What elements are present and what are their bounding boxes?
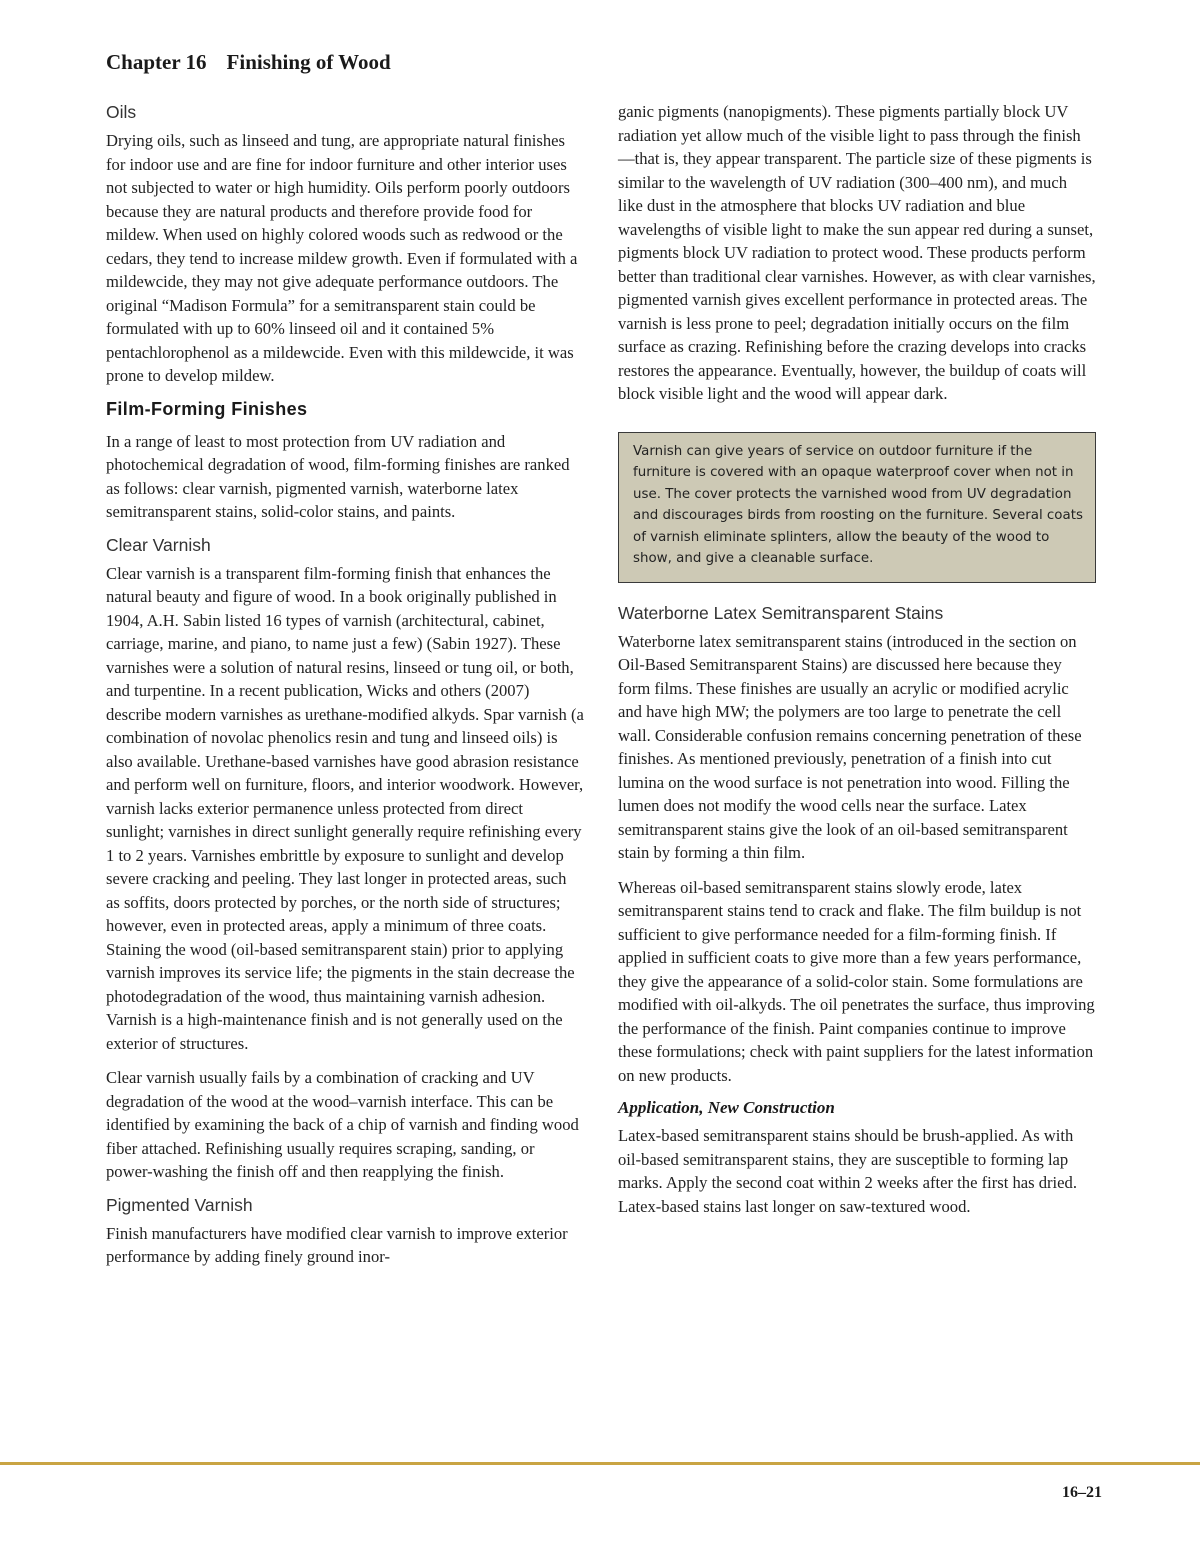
heading-waterborne-latex: Waterborne Latex Semitransparent Stains xyxy=(618,602,944,623)
heading-pigmented-varnish: Pigmented Varnish xyxy=(106,1194,253,1215)
paragraph-clear-varnish-1: Clear varnish is a transparent film-forming finish that enhances the natural beauty and figure of wood. In a book originally published in 1904, A.H. Sabin listed 16 types of varnish (architectural, cabinet, carriage, marine, and piano, to name just a few) (Sabin 1927). These varnishes were a solution of natural resins, linseed or tung oil, or both, and turpentine. In a recent publication, Wicks and others (2007) describe modern varnishes as urethane-modified alkyds. Spar varnish (a combination of novolac phenolics resin and tung and linseed oils) is also available. Urethane-based varnishes have good abrasion resistance and perform well on furniture, floors, and interior woodwork. However, varnish lacks exterior permanence unless protected from direct sunlight; varnishes in direct sunlight generally require refinishing every 1 to 2 years. Varnishes embrittle by exposure to sunlight and develop severe cracking and peeling. They last longer in protected areas, such as soffits, doors protected by porches, or the north side of structures; however, even in protected areas, apply a minimum of three coats. Staining the wood (oil-based semitransparent stain) prior to applying varnish improves its service life; the pigments in the stain decrease the photodegradation of the wood, thus maintaining varnish adhesion. Varnish is a high-maintenance finish and is not generally used on the exterior of structures. xyxy=(106,563,584,1053)
paragraph-application: Latex-based semitransparent stains should be brush-applied. As with oil-based semitransparent stains, they are susceptible to forming lap marks. Apply the second coat within 2 weeks after the first has dried. Latex-based stains last longer on saw-textured wood. xyxy=(618,1126,1077,1216)
running-header xyxy=(106,50,391,75)
right-column xyxy=(618,100,1096,1229)
chapter-title: Finishing of Wood xyxy=(226,50,391,74)
paragraph-pigmented-varnish-cont: ganic pigments (nanopigments). These pigments partially block UV radiation yet allow much of the visible light to pass through the finish—that is, they appear transparent. The particle size of these pigments is similar to the wavelength of UV radiation (300–400 nm), and much like dust in the atmosphere that blocks UV radiation and blue wavelengths of visible light to make the sun appear red during a sunset, pigments block UV radiation to protect wood. These products perform better than traditional clear varnishes. However, as with clear varnishes, pigmented varnish gives excellent performance in protected areas. The varnish is less prone to peel; degradation initially occurs on the film surface as crazing. Refinishing before the crazing develops into cracks restores the appearance. Eventually, however, the buildup of coats will block visible light and the wood will appear dark. xyxy=(618,102,1096,403)
paragraph-latex-2: Whereas oil-based semitransparent stains slowly erode, latex semitransparent stains tend to crack and flake. The film buildup is not sufficient to give performance needed for a film-forming finish. If applied in sufficient coats to give more than a few years performance, they give the appearance of a solid-color stain. Some formulations are modified with oil-alkyds. The oil penetrates the surface, thus improving the performance of the finish. Paint companies continue to improve these formulations; check with paint suppliers for the latest information on new products. xyxy=(618,877,1095,1085)
paragraph-latex-1: Waterborne latex semitransparent stains (introduced in the section on Oil-Based Semitransparent Stains) are discussed here because they form films. These finishes are usually an acrylic or modified acrylic and have high MW; the polymers are too large to penetrate the cell wall. Considerable confusion remains concerning penetration of these finishes. As mentioned previously, penetration of a finish into cut lumina on the wood surface is not penetration into wood. Filling the lumen does not modify the wood cells near the surface. Latex semitransparent stains give the look of an oil-based semitransparent stain by forming a thin film. xyxy=(618,631,1082,862)
chapter-label: Chapter 16 xyxy=(106,50,207,74)
paragraph-clear-varnish-2: Clear varnish usually fails by a combination of cracking and UV degradation of the wood at the wood–varnish interface. This can be identified by examining the back of a chip of varnish and finding wood fiber attached. Refinishing usually requires scraping, sanding, or power-washing the finish off and then reapplying the finish. xyxy=(106,1068,579,1181)
paragraph-pigmented-varnish: Finish manufacturers have modified clear varnish to improve exterior performance by adding finely ground inor- xyxy=(106,1223,568,1266)
callout-box xyxy=(618,432,1096,583)
heading-clear-varnish: Clear Varnish xyxy=(106,534,211,555)
left-column xyxy=(106,100,584,1280)
paragraph-oils: Drying oils, such as linseed and tung, are appropriate natural finishes for indoor use and are fine for indoor furniture and other interior uses not subjected to water or high humidity. Oils perform poorly outdoors because they are natural products and therefore provide food for mildew. When used on highly colored woods such as redwood or the cedars, they tend to increase mildew growth. Even if formulated with a mildewcide, they may not give adequate performance outdoors. The original “Madison Formula” for a semitransparent stain could be formulated with up to 60% linseed oil and it contained 5% pentachlorophenol as a mildewcide. Even with this mildewcide, it was prone to develop mildew. xyxy=(106,131,578,385)
page-number: 16–21 xyxy=(1062,1484,1102,1501)
heading-application-new-construction: Application, New Construction xyxy=(618,1098,835,1117)
footer-rule xyxy=(0,1462,1200,1465)
paragraph-film-forming: In a range of least to most protection from UV radiation and photochemical degradation of wood, film-forming finishes are ranked as follows: clear varnish, pigmented varnish, waterborne latex semitransparent stains, solid-color stains, and paints. xyxy=(106,431,570,521)
heading-oils: Oils xyxy=(106,102,137,122)
callout-text: Varnish can give years of service on outdoor furniture if the furniture is covered with an opaque waterproof cover when not in use. The cover protects the varnished wood from UV degradation and discourages birds from roosting on the furniture. Several coats of varnish eliminate splinters, allow the beauty of the wood to show, and give a cleanable surface. xyxy=(633,443,1083,566)
heading-film-forming-finishes: Film-Forming Finishes xyxy=(106,398,308,419)
